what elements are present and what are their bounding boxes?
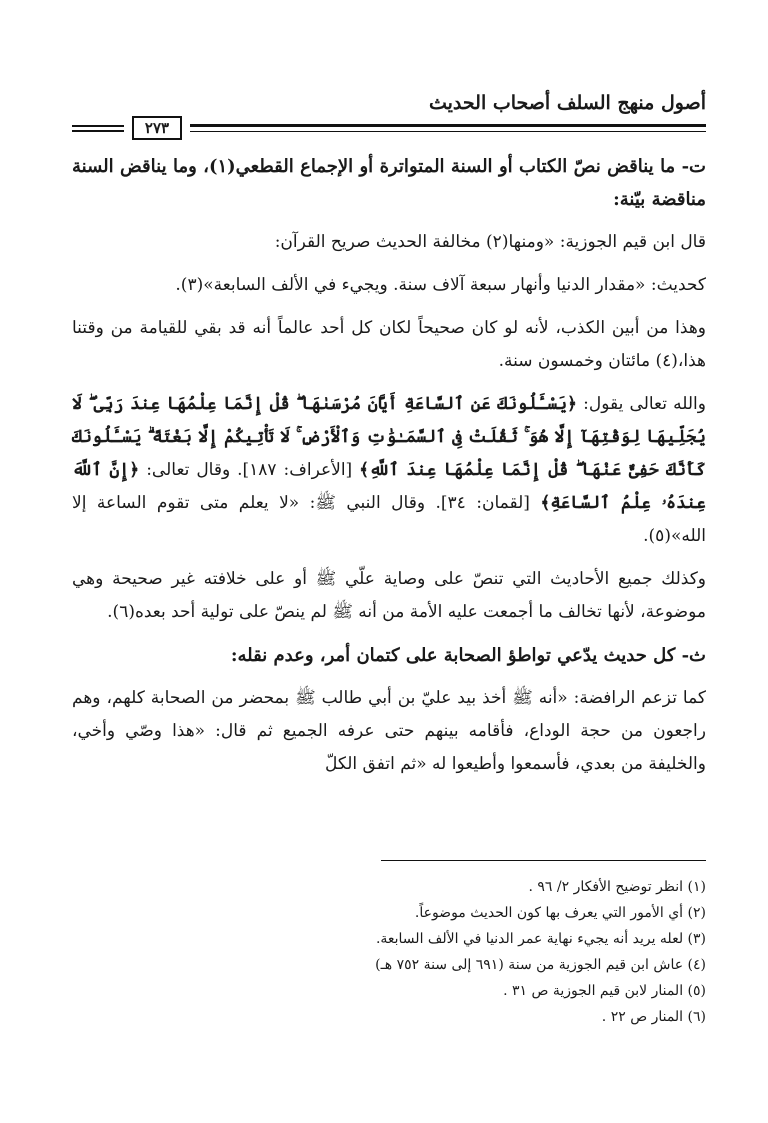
running-title: أصول منهج السلف أصحاب الحديث	[428, 92, 706, 114]
paragraph-quran-verses	[72, 388, 706, 553]
footnote-divider	[381, 860, 706, 861]
verse-reference-luqman: [لقمان: ٣٤]. وقال النبي ﷺ: «لا يعلم متى تقوم الساعة إلا الله»(٥).	[72, 493, 706, 546]
paragraph-refutation: وهذا من أبين الكذب، لأنه لو كان صحيحاً لكان كل أحد عالماً أنه قد بقي للقيامة من وقتنا هذا،(٤) مائتان وخمسون سنة.	[72, 318, 706, 371]
verse-intro: والله تعالى يقول:	[583, 394, 706, 414]
quran-verse-araf: ﴿يَسْـَٔلُونَكَ عَنِ ٱلسَّاعَةِ أَيَّانَ مُرْسَىٰهَا ۖ قُلْ إِنَّمَا عِلْمُهَا عِندَ رَبِّى ۖ لَا يُجَلِّيهَا لِوَقْتِهَآ إِلَّا هُوَ ۚ ثَقُلَتْ فِى ٱلسَّمَـٰوَٰتِ وَٱلْأَرْضِ ۚ لَا تَأْتِيكُمْ إِلَّا بَغْتَةً ۗ يَسْـَٔلُونَكَ كَأَنَّكَ حَفِىٌّ عَنْهَا ۖ قُلْ إِنَّمَا عِلْمُهَا عِندَ ٱللَّهِ﴾	[72, 394, 707, 480]
footnote-item: (٣) لعله يريد أنه يجيء نهاية عمر الدنيا في الألف السابعة.	[375, 931, 706, 947]
section-heading-ta: ت- ما يناقض نصّ الكتاب أو السنة المتواترة أو الإجماع القطعي(١)، وما يناقض السنة مناقضة بيّنة:	[72, 156, 706, 210]
footnote-item: (٦) المنار ص ٢٢ .	[601, 1009, 706, 1025]
footnote-item: (٢) أي الأمور التي يعرف بها كون الحديث موضوعاً.	[414, 905, 706, 921]
footnote-item: (٥) المنار لابن قيم الجوزية ص ٣١ .	[503, 983, 706, 999]
section-heading-tha: ث- كل حديث يدّعي تواطؤ الصحابة على كتمان أمر، وعدم نقله:	[230, 645, 706, 666]
page-header	[72, 92, 706, 142]
footnotes	[72, 874, 706, 1030]
paragraph-ibn-qayyim: قال ابن قيم الجوزية: «ومنها(٢) مخالفة الحديث صريح القرآن:	[274, 232, 706, 252]
quran-verse-luqman: ﴿إِنَّ ٱللَّهَ عِندَهُۥ عِلْمُ ٱلسَّاعَةِ﴾	[72, 460, 707, 513]
page-body	[72, 150, 706, 791]
verse-reference-araf: [الأعراف: ١٨٧]. وقال تعالى:	[146, 460, 353, 480]
page-number: ٢٧٣	[132, 116, 182, 140]
footnote-item: (٤) عاش ابن قيم الجوزية من سنة (٦٩١ إلى سنة ٧٥٢ هـ)	[375, 957, 706, 973]
paragraph-rafida: كما تزعم الرافضة: «أنه ﷺ أخذ بيد عليّ بن أبي طالب ﷺ بمحضر من الصحابة كلهم، وهم راجعون من حجة الوداع، فأقامه بينهم حتى عرفه الجميع ثم قال: «هذا وصّي وأخي، والخليفة من بعدي، فأسمعوا وأطيعوا له «ثم اتفق الكلّ	[72, 688, 706, 774]
header-rule-right	[190, 124, 706, 132]
header-rule-left	[72, 125, 124, 132]
paragraph-wasiyya: وكذلك جميع الأحاديث التي تنصّ على وصاية علّي ﷺ أو على خلافته غير صحيحة وهي موضوعة، لأنها تخالف ما أجمعت عليه الأمة من أنه ﷺ لم ينصّ على تولية أحد بعده(٦).	[72, 569, 706, 622]
paragraph-hadith-example: كحديث: «مقدار الدنيا وأنهار سبعة آلاف سنة. ويجيء في الألف السابعة»(٣).	[175, 275, 706, 295]
footnote-item: (١) انظر توضيح الأفكار ٢/ ٩٦ .	[528, 879, 706, 895]
